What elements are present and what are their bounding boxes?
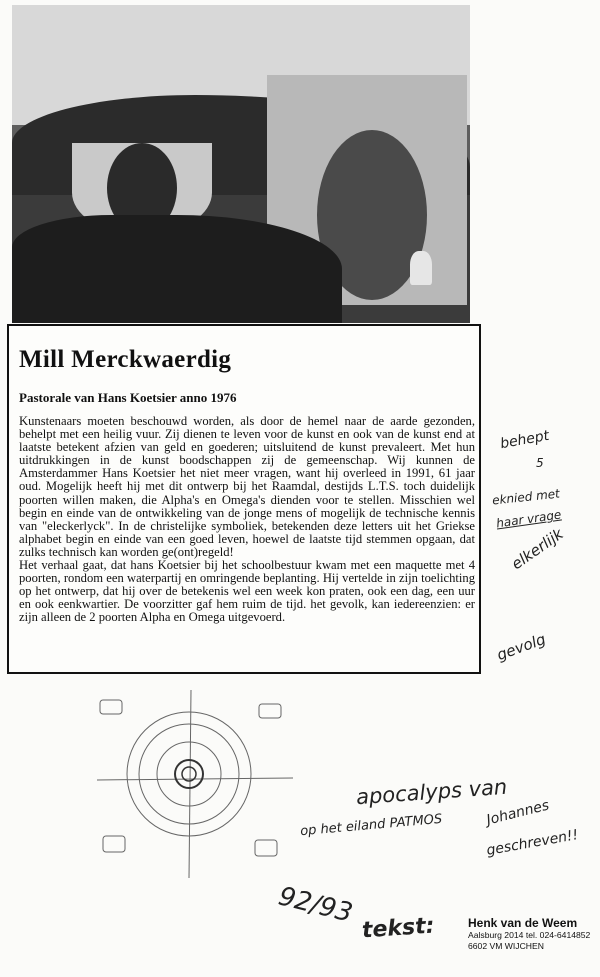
sketch-center-circle — [175, 760, 203, 788]
stamp-phone: tel. 024-6414852 — [525, 930, 591, 940]
margin-note: gevolg — [494, 629, 549, 665]
sketch-gate-1 — [100, 700, 122, 714]
sketch-gate-2 — [259, 704, 281, 718]
stamp-name: Henk van de Weem — [468, 916, 578, 930]
text-credit-label: tekst: — [361, 913, 436, 944]
margin-note: elkerlijk — [508, 524, 567, 574]
article-paragraph: Kunstenaars moeten beschouwd worden, als door de hemel naar de aarde gezonden, behelpt met een heilig vuur. Zij dienen te leven voor de kunst en ook van de kunst end at laatste betekent afzien van geld en goederen; uitsluitend de kunst prevaleert. Met hun uitdrukkingen in de kunst boodschappen zij de gemeenschap. Wij kunnen de Amsterdammer Hans Koetsier het niet meer vragen, want hij overleed in 1991, 61 jaar oud. Mogelijk heeft hij met dit ontwerp bij het Raamdal, destijds L.T.S. toch duidelijk poorten willen maken, die Alpha's en Omega's dienden voor te stellen. Misschien wel begin en einde van de ontwikkeling van de jonge mens of mogelijk de technische kennis van "eleckerlyck". In de christelijke symboliek, betekenden deze letters uit het Griekse alphabet begin en einde van een goed leven, hoewel de laatste tijd stemmen opgaan, dat zulks technisch kan worden ge(ont)regeld! — [19, 414, 475, 559]
sketch-gate-4 — [255, 840, 277, 856]
stamp-street: Aalsburg 2014 — [468, 930, 524, 940]
photo-hedge — [12, 215, 342, 323]
sketch-circle-3 — [157, 742, 221, 806]
article-box — [7, 324, 481, 674]
author-stamp — [468, 916, 598, 952]
margin-note: 5 — [536, 456, 544, 470]
stamp-city: 6602 VM WIJCHEN — [468, 941, 544, 951]
article-body — [19, 415, 475, 625]
margin-note: eknied met — [491, 486, 561, 508]
photo-person — [410, 251, 432, 285]
margin-note: behept — [498, 427, 551, 453]
margin-note: Johannes — [485, 797, 551, 829]
pencil-sketch — [95, 690, 295, 880]
stamp-address — [468, 930, 598, 941]
sketch-outer-circle — [127, 712, 251, 836]
margin-note: op het eiland PATMOS — [299, 811, 443, 840]
article-headline: Mill Merckwaerdig — [19, 346, 232, 373]
margin-note: haar vrage — [495, 507, 563, 531]
article-subhead: Pastorale van Hans Koetsier anno 1976 — [19, 390, 237, 405]
date-note: 92/93 — [275, 881, 356, 929]
article-paragraph: Het verhaal gaat, dat hans Koetsier bij het schoolbestuur kwam met een maquette met 4 poorten, rondom een waterpartij en omringende beplanting. Hij vertelde in zijn toelichting op het ontwerp, dat hij over de betekenis wel een week kon praten, ook een dag, een uur en ook eenkwartier. De voorzitter gaf hem ruim de tijd. het gevolk, kan iedereenzien: er zijn alleen de 2 poorten Alpha en Omega uitgevoerd. — [19, 558, 475, 625]
margin-note: geschreven!! — [485, 827, 580, 859]
sketch-circle-2 — [139, 724, 239, 824]
newspaper-photo — [12, 5, 470, 323]
sketch-gate-3 — [103, 836, 125, 852]
sketch-axis-vertical — [189, 690, 191, 878]
margin-note: apocalyps van — [355, 774, 508, 810]
